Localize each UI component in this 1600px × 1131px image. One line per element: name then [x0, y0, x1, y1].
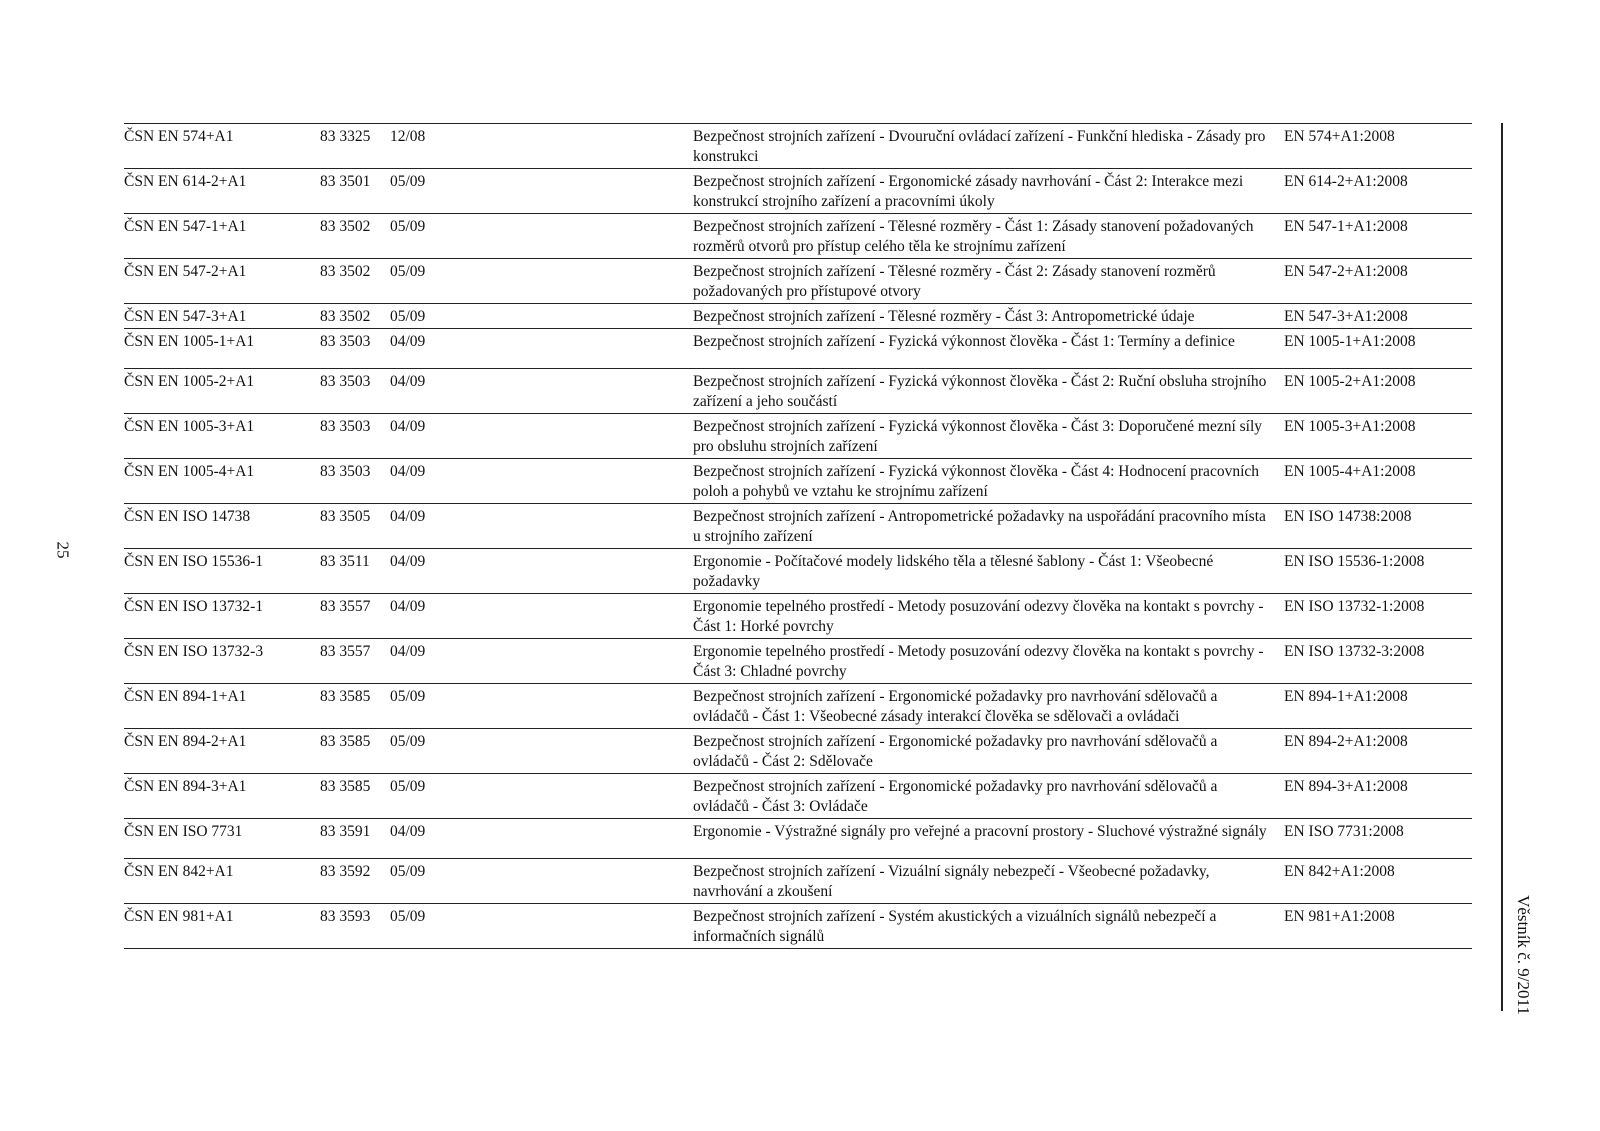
classification-number: 83 3501	[320, 173, 371, 190]
table-row	[124, 729, 1472, 774]
issue-date: 05/09	[390, 263, 426, 280]
table-row	[124, 684, 1472, 729]
issue-date: 04/09	[390, 333, 426, 350]
en-reference: EN 1005-1+A1:2008	[1284, 333, 1416, 350]
en-reference: EN 1005-2+A1:2008	[1284, 373, 1416, 390]
journal-issue-label: Věstník č. 9/2011	[1514, 895, 1533, 1015]
standard-title: Bezpečnost strojních zařízení - Tělesné rozměry - Část 3: Antropometrické údaje	[693, 308, 1195, 325]
classification-number: 83 3503	[320, 373, 371, 390]
issue-date: 04/09	[390, 508, 426, 525]
standard-title: Bezpečnost strojních zařízení - Vizuální signály nebezpečí - Všeobecné požadavky, navrhování a zkoušení	[693, 863, 1210, 900]
table-row	[124, 774, 1472, 819]
en-reference: EN 981+A1:2008	[1284, 908, 1395, 925]
en-reference: EN ISO 7731:2008	[1284, 823, 1404, 840]
standard-title: Bezpečnost strojních zařízení - Fyzická výkonnost člověka - Část 1: Termíny a definice	[693, 333, 1235, 350]
classification-number: 83 3593	[320, 908, 371, 925]
standard-code: ČSN EN ISO 7731	[124, 823, 243, 840]
standard-code: ČSN EN 547-1+A1	[124, 218, 247, 235]
en-reference: EN 574+A1:2008	[1284, 128, 1395, 145]
standard-code: ČSN EN 894-2+A1	[124, 733, 247, 750]
standard-title: Bezpečnost strojních zařízení - Ergonomické požadavky pro navrhování sdělovačů a ovládačů - Část 3: Ovládače	[693, 778, 1218, 815]
en-reference: EN 842+A1:2008	[1284, 863, 1395, 880]
table-row	[124, 639, 1472, 684]
standard-title: Bezpečnost strojních zařízení - Tělesné rozměry - Část 1: Zásady stanovení požadovaných rozměrů otvorů pro přístup celého těla ke strojnímu zařízení	[693, 218, 1254, 255]
en-reference: EN 894-2+A1:2008	[1284, 733, 1408, 750]
standard-title: Ergonomie tepelného prostředí - Metody posuzování odezvy člověka na kontakt s povrchy - Část 1: Horké povrchy	[693, 598, 1264, 635]
issue-date: 12/08	[390, 128, 426, 145]
classification-number: 83 3503	[320, 463, 371, 480]
table-row	[124, 859, 1472, 904]
issue-date: 05/09	[390, 733, 426, 750]
standard-code: ČSN EN 1005-3+A1	[124, 418, 255, 435]
en-reference: EN 1005-3+A1:2008	[1284, 418, 1416, 435]
classification-number: 83 3503	[320, 418, 371, 435]
en-reference: EN ISO 15536-1:2008	[1284, 553, 1425, 570]
issue-date: 05/09	[390, 308, 426, 325]
issue-date: 04/09	[390, 463, 426, 480]
standard-code: ČSN EN 1005-4+A1	[124, 463, 255, 480]
standard-title: Bezpečnost strojních zařízení - Systém akustických a vizuálních signálů nebezpečí a informačních signálů	[693, 908, 1217, 945]
standards-table	[124, 123, 1472, 949]
table-row	[124, 214, 1472, 259]
en-reference: EN 894-1+A1:2008	[1284, 688, 1408, 705]
classification-number: 83 3325	[320, 128, 371, 145]
classification-number: 83 3557	[320, 643, 371, 660]
standard-title: Ergonomie - Počítačové modely lidského těla a tělesné šablony - Část 1: Všeobecné požadavky	[693, 553, 1214, 590]
en-reference: EN 894-3+A1:2008	[1284, 778, 1408, 795]
classification-number: 83 3592	[320, 863, 371, 880]
table-row	[124, 369, 1472, 414]
journal-vertical-rule	[1501, 123, 1503, 1011]
en-reference: EN 614-2+A1:2008	[1284, 173, 1408, 190]
en-reference: EN 547-3+A1:2008	[1284, 308, 1408, 325]
standard-code: ČSN EN 1005-2+A1	[124, 373, 255, 390]
table-row	[124, 259, 1472, 304]
page-number: 25	[53, 541, 73, 559]
issue-date: 04/09	[390, 373, 426, 390]
standard-code: ČSN EN 574+A1	[124, 128, 234, 145]
standard-code: ČSN EN 547-3+A1	[124, 308, 247, 325]
table-row	[124, 169, 1472, 214]
standard-code: ČSN EN 894-3+A1	[124, 778, 247, 795]
issue-date: 04/09	[390, 598, 426, 615]
table-row	[124, 819, 1472, 859]
standard-title: Bezpečnost strojních zařízení - Antropometrické požadavky na uspořádání pracovního místa u strojního zařízení	[693, 508, 1266, 545]
standard-title: Bezpečnost strojních zařízení - Dvouruční ovládací zařízení - Funkční hlediska - Zásady pro konstrukci	[693, 128, 1266, 165]
issue-date: 04/09	[390, 823, 426, 840]
table-row	[124, 459, 1472, 504]
en-reference: EN ISO 13732-1:2008	[1284, 598, 1425, 615]
standard-title: Bezpečnost strojních zařízení - Fyzická výkonnost člověka - Část 2: Ruční obsluha strojního zařízení a jeho součástí	[693, 373, 1267, 410]
table-row	[124, 904, 1472, 949]
issue-date: 05/09	[390, 688, 426, 705]
issue-date: 05/09	[390, 863, 426, 880]
standard-code: ČSN EN 547-2+A1	[124, 263, 247, 280]
table-row	[124, 594, 1472, 639]
standard-title: Bezpečnost strojních zařízení - Fyzická výkonnost člověka - Část 3: Doporučené mezní síly pro obsluhu strojních zařízení	[693, 418, 1263, 455]
classification-number: 83 3502	[320, 218, 371, 235]
standard-code: ČSN EN 981+A1	[124, 908, 234, 925]
classification-number: 83 3502	[320, 263, 371, 280]
standard-title: Bezpečnost strojních zařízení - Fyzická výkonnost člověka - Část 4: Hodnocení pracovních poloh a pohybů ve vztahu ke strojnímu zařízení	[693, 463, 1260, 500]
standard-title: Bezpečnost strojních zařízení - Ergonomické požadavky pro navrhování sdělovačů a ovládačů - Část 2: Sdělovače	[693, 733, 1218, 770]
standard-title: Ergonomie - Výstražné signály pro veřejné a pracovní prostory - Sluchové výstražné signály	[693, 823, 1267, 840]
standard-title: Ergonomie tepelného prostředí - Metody posuzování odezvy člověka na kontakt s povrchy - Část 3: Chladné povrchy	[693, 643, 1264, 680]
standard-title: Bezpečnost strojních zařízení - Tělesné rozměry - Část 2: Zásady stanovení rozměrů požadovaných pro přístupové otvory	[693, 263, 1216, 300]
standard-code: ČSN EN 842+A1	[124, 863, 234, 880]
standard-title: Bezpečnost strojních zařízení - Ergonomické zásady navrhování - Část 2: Interakce mezi konstrukcí strojního zařízení a pracovními úkoly	[693, 173, 1244, 210]
standard-code: ČSN EN ISO 15536-1	[124, 553, 264, 570]
classification-number: 83 3585	[320, 733, 371, 750]
classification-number: 83 3511	[320, 553, 370, 570]
standard-title: Bezpečnost strojních zařízení - Ergonomické požadavky pro navrhování sdělovačů a ovládačů - Část 1: Všeobecné zásady interakcí člověka se sdělovači a ovládači	[693, 688, 1218, 725]
table-row	[124, 414, 1472, 459]
issue-date: 04/09	[390, 553, 426, 570]
issue-date: 05/09	[390, 908, 426, 925]
standard-code: ČSN EN 894-1+A1	[124, 688, 247, 705]
issue-date: 05/09	[390, 173, 426, 190]
standard-code: ČSN EN 1005-1+A1	[124, 333, 255, 350]
en-reference: EN 547-2+A1:2008	[1284, 263, 1408, 280]
classification-number: 83 3557	[320, 598, 371, 615]
en-reference: EN ISO 14738:2008	[1284, 508, 1412, 525]
table-row	[124, 504, 1472, 549]
issue-date: 04/09	[390, 643, 426, 660]
en-reference: EN 1005-4+A1:2008	[1284, 463, 1416, 480]
standard-code: ČSN EN ISO 14738	[124, 508, 251, 525]
issue-date: 05/09	[390, 218, 426, 235]
table-row	[124, 304, 1472, 329]
table-row	[124, 329, 1472, 369]
classification-number: 83 3591	[320, 823, 371, 840]
en-reference: EN 547-1+A1:2008	[1284, 218, 1408, 235]
classification-number: 83 3585	[320, 688, 371, 705]
standard-code: ČSN EN ISO 13732-3	[124, 643, 264, 660]
table-row	[124, 124, 1472, 169]
standard-code: ČSN EN ISO 13732-1	[124, 598, 264, 615]
classification-number: 83 3585	[320, 778, 371, 795]
table-row	[124, 549, 1472, 594]
issue-date: 04/09	[390, 418, 426, 435]
classification-number: 83 3502	[320, 308, 371, 325]
issue-date: 05/09	[390, 778, 426, 795]
classification-number: 83 3505	[320, 508, 371, 525]
en-reference: EN ISO 13732-3:2008	[1284, 643, 1425, 660]
standard-code: ČSN EN 614-2+A1	[124, 173, 247, 190]
classification-number: 83 3503	[320, 333, 371, 350]
